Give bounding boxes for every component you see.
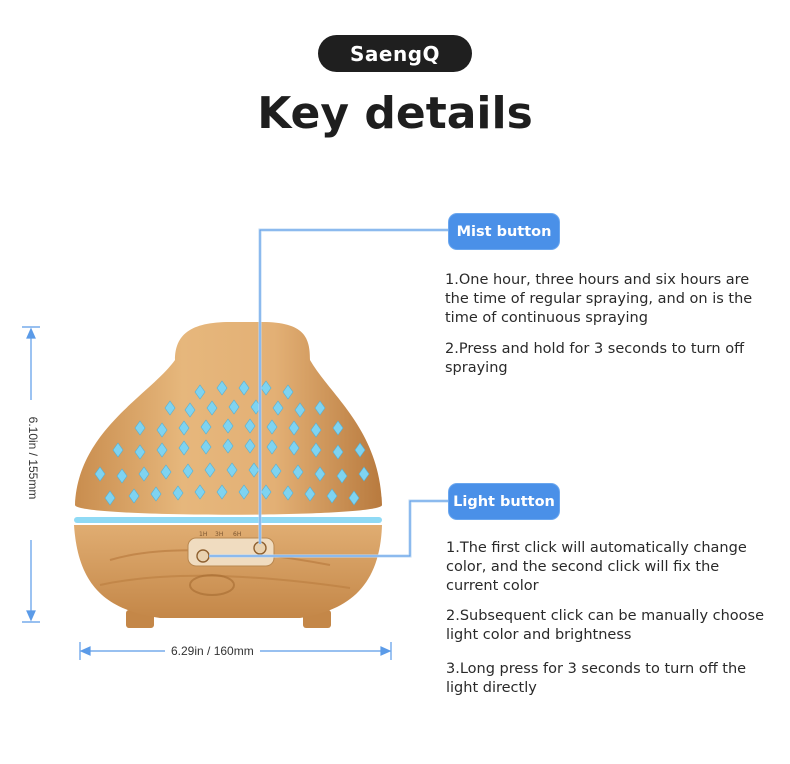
width-label: 6.29in / 160mm	[165, 644, 260, 658]
light-callout-label: Light button	[453, 493, 555, 510]
light-button[interactable]	[197, 550, 209, 562]
mist-point-1: 1.One hour, three hours and six hours are the time of regular spraying, and on is the time of continuous spraying	[445, 272, 753, 326]
light-button-callout	[449, 484, 559, 519]
timer-label-6h: 6H	[233, 531, 242, 538]
light-ring	[74, 517, 382, 523]
device-body	[75, 322, 382, 515]
page-title: Key details	[257, 88, 533, 139]
light-point-1: 1.The first click will automatically change color, and the second click will fix the current color	[446, 540, 747, 594]
light-point-2: 2.Subsequent click can be manually choose light color and brightness	[446, 608, 765, 643]
brand-name: SaengQ	[349, 41, 441, 66]
mist-button-callout	[449, 214, 559, 249]
timer-label-1h: 1H	[199, 531, 208, 538]
mist-point-2: 2.Press and hold for 3 seconds to turn off spraying	[445, 341, 745, 376]
timer-label-3h: 3H	[215, 531, 224, 538]
height-label: 6.10in / 155mm	[26, 416, 40, 500]
light-point-3: 3.Long press for 3 seconds to turn off the light directly	[446, 661, 747, 696]
mist-callout-label: Mist button	[456, 223, 552, 240]
